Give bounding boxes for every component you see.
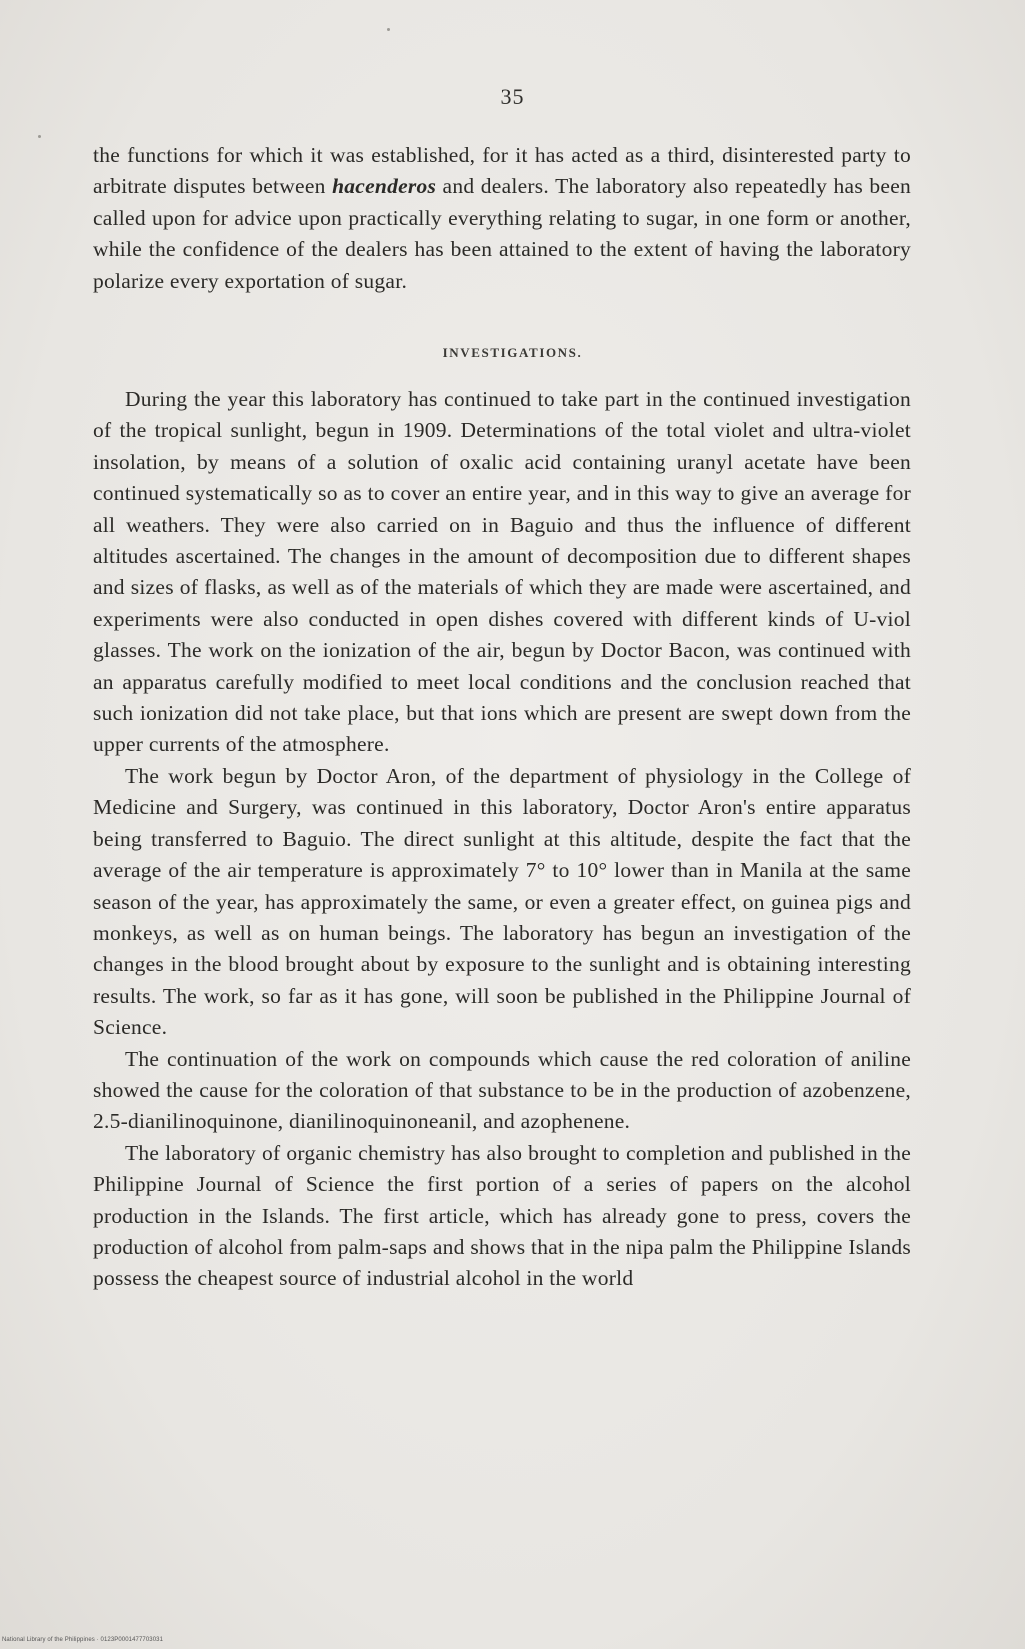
intro-text-part-2: and dealers. The laboratory also repeatedly has been called upon for advice upon practically everything relating to sugar, in one form or another, while the confidence of the dealers has been attained to the extent of having the laboratory polarize every exportation of sugar. <box>93 174 911 293</box>
italic-term: hacenderos <box>332 174 437 199</box>
paper-speck <box>38 135 41 138</box>
paragraph-sunlight: During the year this laboratory has continued to take part in the continued investigation of the tropical sunlight, begun in 1909. Determinations of the total violet and ultra-violet insolation, by means of a solution of oxalic acid containing uranyl acetate have been continued systematically so as to cover an entire year, and in this way to give an average for all weathers. They were also carried on in Baguio and thus the influence of different altitudes ascertained. The changes in the amount of decomposition due to different shapes and sizes of flasks, as well as of the materials of which they are made were ascertained, and experiments were also conducted in open dishes covered with different kinds of U-viol glasses. The work on the ionization of the air, begun by Doctor Bacon, was continued with an apparatus carefully modified to meet local conditions and the conclusion reached that such ionization did not take place, but that ions which are present are swept down from the upper currents of the atmosphere. <box>93 387 911 757</box>
archive-stamp: National Library of the Philippines · 0123P0001477703031 <box>2 1637 164 1643</box>
section-heading: INVESTIGATIONS. <box>442 345 583 360</box>
paragraph-aron-work: The work begun by Doctor Aron, of the department of physiology in the College of Medicine and Surgery, was continued in this laboratory, Doctor Aron's entire apparatus being transferred to Baguio. The direct sunlight at this altitude, despite the fact that the average of the air temperature is approximately 7° to 10° lower than in Manila at the same season of the year, has approximately the same, or even a greater effect, on guinea pigs and monkeys, as well as on human beings. The laboratory has begun an investigation of the changes in the blood brought about by exposure to the sunlight and is obtaining interesting results. The work, so far as it has gone, will soon be published in the Philippine Journal of Science. <box>93 763 911 1040</box>
page-number: 35 <box>500 84 525 109</box>
body-text <box>93 384 911 1295</box>
intro-paragraph <box>93 140 911 297</box>
paragraph-aniline: The continuation of the work on compounds which cause the red coloration of aniline showed the cause for the coloration of that substance to be in the production of azobenzene, 2.5-dianilinoquinone, dianilinoquinoneanil, and azophenene. <box>93 1046 911 1134</box>
paper-speck <box>387 28 390 31</box>
paragraph-alcohol: The laboratory of organic chemistry has also brought to completion and published in the Philippine Journal of Science the first portion of a series of papers on the alcohol production in the Islands. The first article, which has already gone to press, covers the production of alcohol from palm-saps and shows that in the nipa palm the Philippine Islands possess the cheapest source of industrial alcohol in the world <box>93 1140 911 1291</box>
continued-paragraph <box>93 140 911 297</box>
intro-text-part-1: the functions for which it was established, for it has acted as a third, disinterested party to arbitrate disputes between <box>93 143 911 199</box>
